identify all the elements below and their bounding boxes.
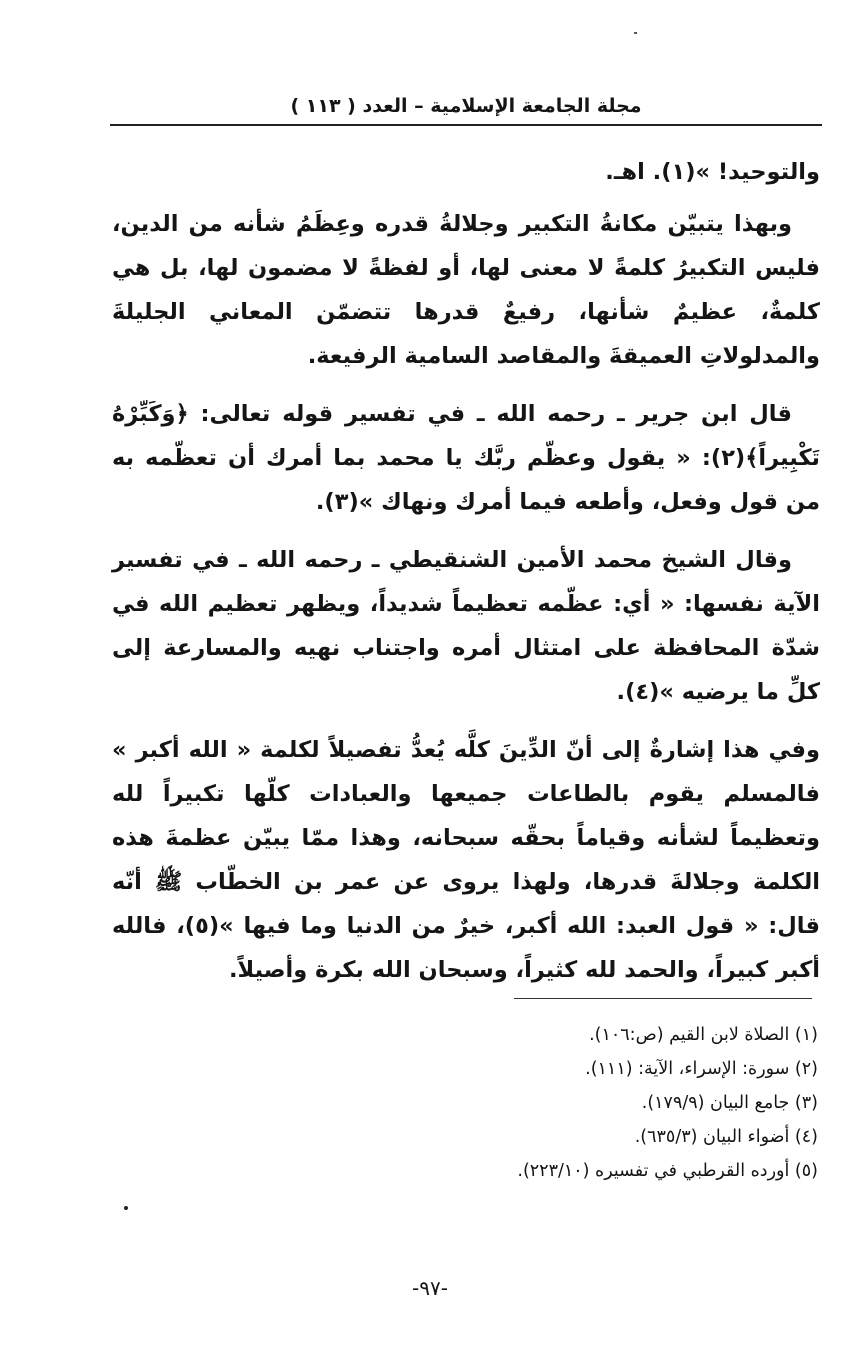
paragraph-closing-quote: والتوحيد! »(١). اهـ. — [605, 159, 820, 185]
paragraph-takbir-status: وبهذا يتبيّن مكانةُ التكبير وجلالةُ قدره وعِظَمُ شأنه من الدين، فليس التكبيرُ كلمةً لا معنى لها، أو لفظةً لا مضمون لها، بل هي كلمةٌ، عظيمٌ شأنها، رفيعٌ قدرها تتضمّن المعاني الجليلةَ والمدلولاتِ العميقةَ والمقاصد السامية الرفيعة. — [112, 211, 820, 369]
journal-title: مجلة الجامعة الإسلامية – العدد ( ١١٣ ) — [290, 95, 642, 117]
paragraph-ibn-jarir: قال ابن جرير ـ رحمه الله ـ في تفسير قوله تعالى: ﴿وَكَبِّرْهُ تَكْبِيراً﴾(٢): « يقول وعظّم ربَّك يا محمد بما أمرك أن تعظّمه به من قول وفعل، وأطعه فيما أمرك ونهاك »(٣). — [112, 401, 820, 515]
page-number: -٩٧- — [412, 1276, 448, 1300]
paragraph-shinqiti: وقال الشيخ محمد الأمين الشنقيطي ـ رحمه الله ـ في تفسير الآية نفسها: « أي: عظّمه تعظيماً شديداً، ويظهر تعظيم الله في شدّة المحافظة على امتثال أمره واجتناب نهيه والمسارعة إلى كلِّ ما يرضيه »(٤). — [112, 547, 820, 705]
footnotes — [300, 1018, 818, 1188]
footnote-separator — [514, 998, 812, 999]
footnote-item: (٤) أضواء البيان (٦٣٥/٣). — [634, 1127, 818, 1147]
running-header — [110, 92, 822, 126]
paragraph-religion-detail: وفي هذا إشارةٌ إلى أنّ الدِّينَ كلَّه يُعدُّ تفصيلاً لكلمة « الله أكبر » فالمسلم يقوم بالطاعات جميعها والعبادات كلّها تكبيراً لله وتعظيماً لشأنه وقياماً بحقّه سبحانه، وهذا ممّا يبيّن عظمةَ هذه الكلمة وجلالةَ قدرها، ولهذا يروى عن عمر بن الخطّاب ﷺ أنّه قال: « قول العبد: الله أكبر، خيرٌ من الدنيا وما فيها »(٥)، فالله أكبر كبيراً، والحمد لله كثيراً، وسبحان الله بكرة وأصيلاً. — [112, 737, 820, 983]
footnote-item: (١) الصلاة لابن القيم (ص:١٠٦). — [589, 1025, 818, 1045]
scan-speck — [634, 32, 637, 34]
footnote-item: (٣) جامع البيان (١٧٩/٩). — [641, 1093, 818, 1113]
scan-dot — [124, 1206, 128, 1210]
footnote-item: (٥) أورده القرطبي في تفسيره (٢٢٣/١٠). — [517, 1161, 818, 1181]
main-text — [112, 150, 820, 1006]
footnote-item: (٢) سورة: الإسراء، الآية: (١١١). — [585, 1059, 818, 1079]
